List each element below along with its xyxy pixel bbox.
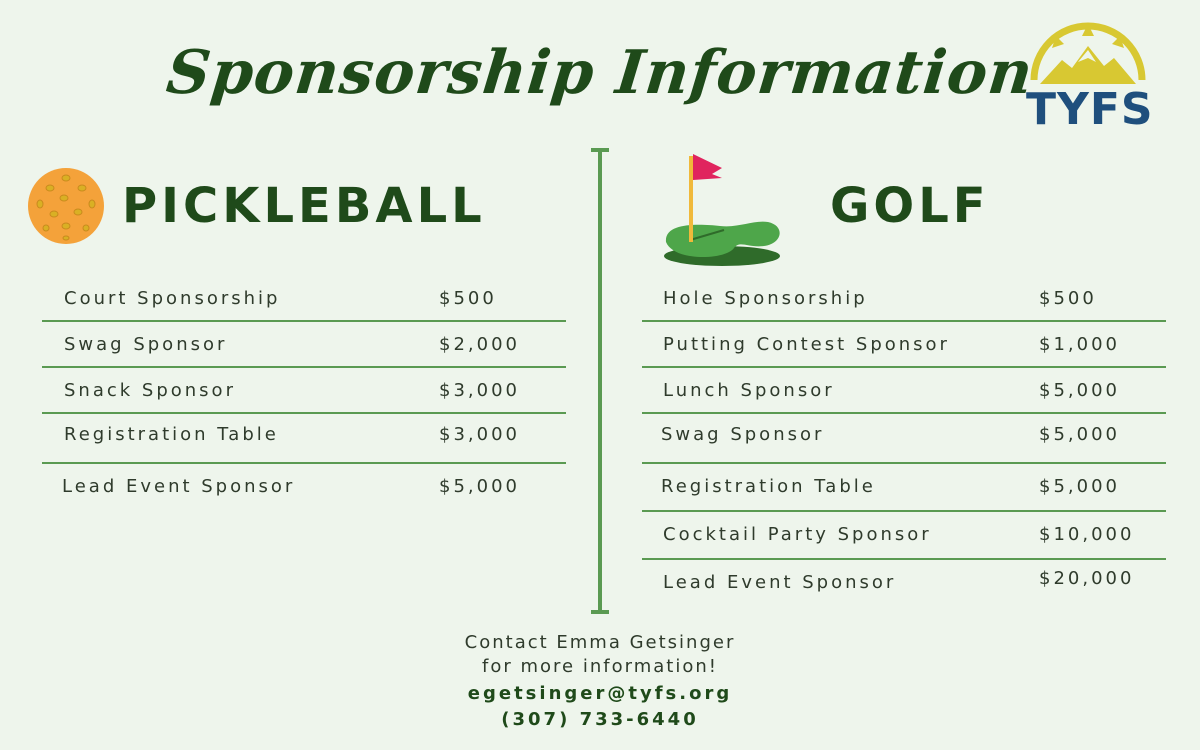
sponsor-price: $1,000 [1039, 334, 1120, 355]
sponsor-label: Cocktail Party Sponsor [663, 524, 932, 545]
sponsor-price: $20,000 [1039, 568, 1135, 589]
sponsor-label: Swag Sponsor [661, 424, 825, 445]
sponsor-label: Swag Sponsor [64, 334, 228, 355]
divider-cap-top [591, 148, 609, 152]
pickleball-row [42, 464, 566, 508]
sponsor-label: Registration Table [64, 424, 279, 445]
sponsor-label: Court Sponsorship [64, 288, 281, 309]
logo-text: TYFS [1026, 84, 1154, 135]
golf-heading: GOLF [830, 178, 990, 234]
pickleball-row [42, 322, 566, 368]
golf-row [642, 368, 1166, 414]
sponsor-price: $10,000 [1039, 524, 1135, 545]
sponsor-label: Registration Table [661, 476, 876, 497]
golf-row [642, 322, 1166, 368]
sponsor-label: Lead Event Sponsor [663, 572, 897, 593]
sponsor-price: $500 [1039, 288, 1097, 309]
pickleball-heading: PICKLEBALL [122, 178, 486, 234]
contact-phone[interactable]: (307) 733-6440 [501, 709, 699, 730]
center-divider [598, 150, 602, 612]
pickleball-icon [26, 166, 106, 246]
sponsor-label: Hole Sponsorship [663, 288, 868, 309]
mountain-logo-icon [1026, 22, 1150, 92]
sponsor-price: $2,000 [439, 334, 520, 355]
golf-row [642, 464, 1166, 512]
sponsor-label: Putting Contest Sponsor [663, 334, 950, 355]
golf-row [642, 560, 1166, 604]
divider-cap-bottom [591, 610, 609, 614]
contact-email[interactable]: egetsinger@tyfs.org [467, 683, 733, 704]
sponsor-price: $5,000 [1039, 476, 1120, 497]
golf-row [642, 276, 1166, 322]
contact-line-name: Contact Emma Getsinger [464, 632, 736, 653]
golf-flag-icon [660, 150, 782, 268]
tyfs-logo [1026, 22, 1154, 135]
sponsor-price: $3,000 [439, 424, 520, 445]
sponsor-label: Lunch Sponsor [663, 380, 835, 401]
sponsor-label: Lead Event Sponsor [62, 476, 296, 497]
pickleball-row [42, 414, 566, 464]
sponsor-price: $3,000 [439, 380, 520, 401]
sponsor-price: $5,000 [439, 476, 520, 497]
sponsor-price: $5,000 [1039, 380, 1120, 401]
sponsor-price: $5,000 [1039, 424, 1120, 445]
page-title: Sponsorship Information [163, 38, 1037, 108]
contact-line-info: for more information! [482, 656, 718, 677]
pickleball-row [42, 276, 566, 322]
golf-row [642, 512, 1166, 560]
golf-row [642, 414, 1166, 464]
sponsor-label: Snack Sponsor [64, 380, 236, 401]
sponsor-price: $500 [439, 288, 497, 309]
pickleball-row [42, 368, 566, 414]
